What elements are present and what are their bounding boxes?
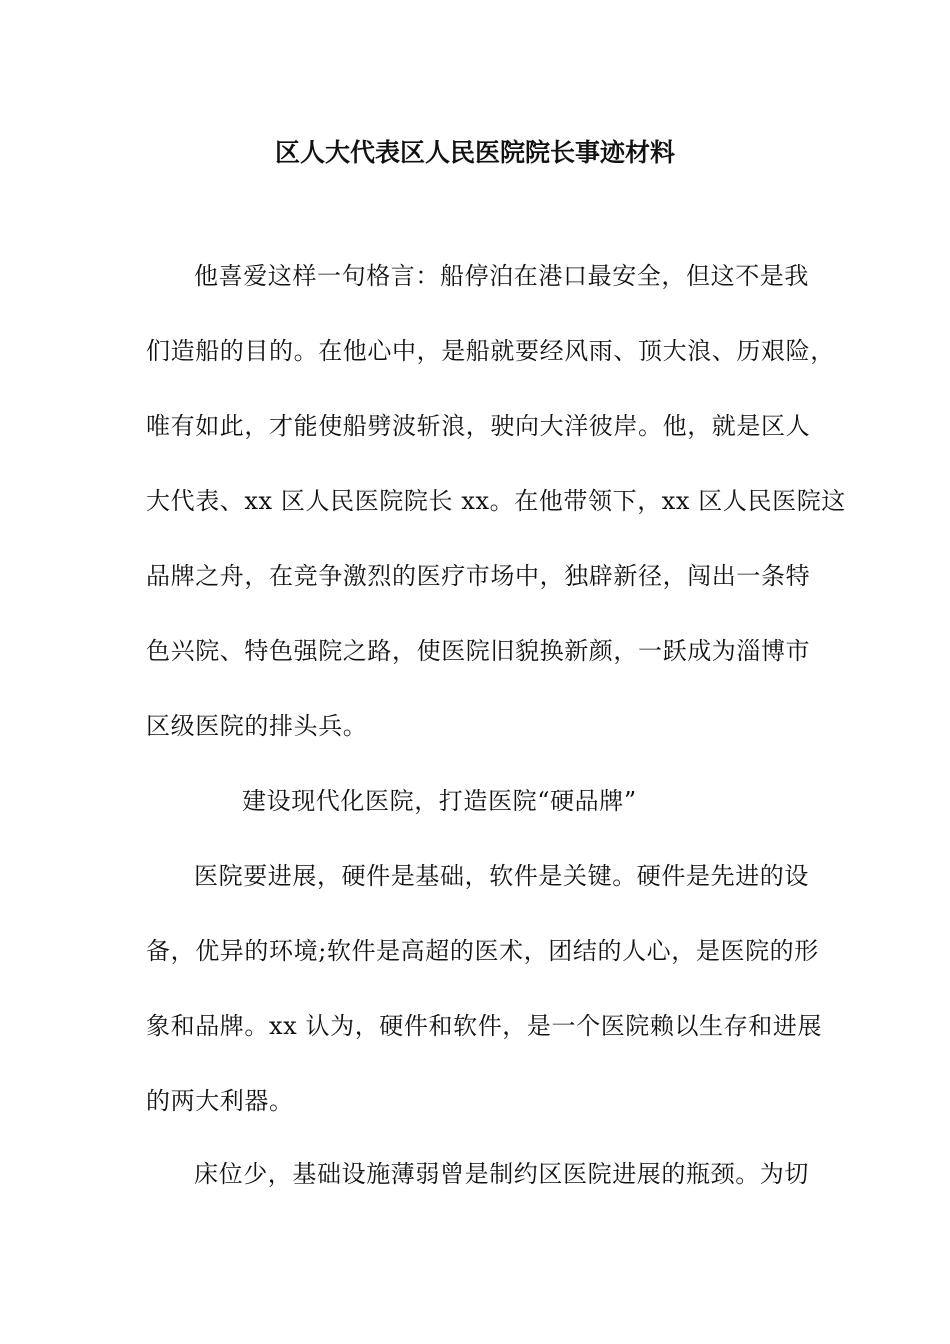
paragraph-line: 们造船的目的。在他心中，是船就要经风雨、顶大浪、历艰险，: [146, 337, 835, 365]
paragraph-line: 色兴院、特色强院之路，使医院旧貌换新颜，一跃成为淄博市: [146, 637, 811, 665]
paragraph-line: 大代表、xx 区人民医院院长 xx。在他带领下，xx 区人民医院这: [146, 487, 846, 515]
paragraph-line: 医院要进展，硬件是基础，软件是关键。硬件是先进的设: [194, 862, 809, 890]
section-heading: 建设现代化医院，打造医院“硬品牌”: [242, 787, 637, 815]
paragraph-line: 他喜爱这样一句格言：船停泊在港口最安全，但这不是我: [194, 262, 809, 290]
paragraph-line: 唯有如此，才能使船劈波斩浪，驶向大洋彼岸。他，就是区人: [146, 412, 811, 440]
paragraph-line: 区级医院的排头兵。: [146, 712, 368, 740]
paragraph-line: 床位少，基础设施薄弱曾是制约区医院进展的瓶颈。为切: [194, 1160, 809, 1188]
paragraph-line: 备，优异的环境;软件是高超的医术，团结的人心，是医院的形: [146, 937, 819, 965]
document-title: 区人大代表区人民医院院长事迹材料: [274, 138, 675, 167]
paragraph-line: 品牌之舟，在竞争激烈的医疗市场中，独辟新径，闯出一条特: [146, 562, 811, 590]
paragraph-line: 象和品牌。xx 认为，硬件和软件，是一个医院赖以生存和进展: [146, 1012, 823, 1040]
paragraph-line: 的两大利器。: [146, 1087, 294, 1115]
